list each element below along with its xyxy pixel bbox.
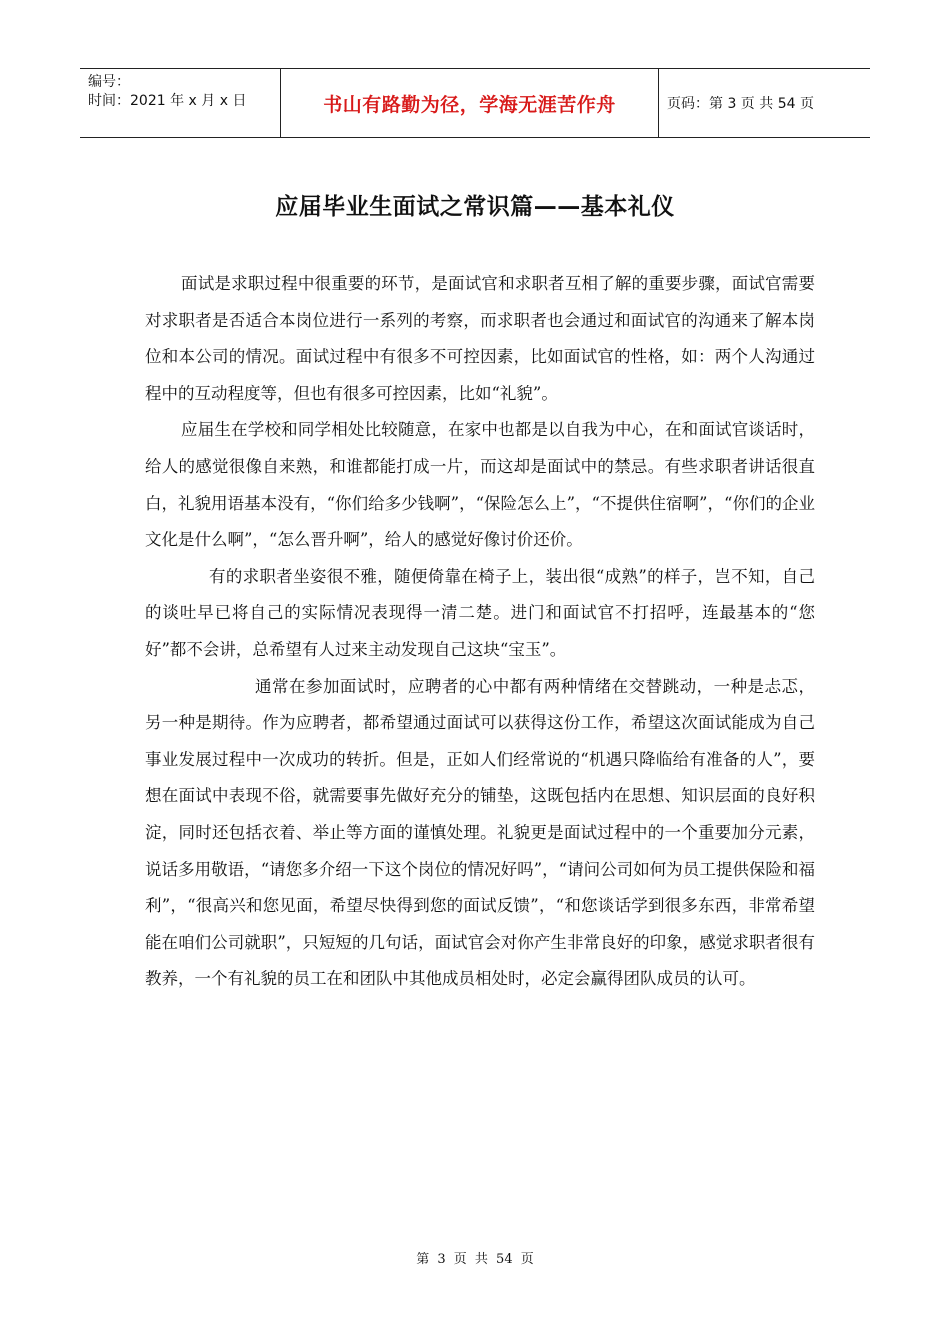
body-paragraph: 应届生在学校和同学相处比较随意，在家中也都是以自我为中心，在和面试官谈话时，给人的感觉很像自来熟，和谁都能打成一片，而这却是面试中的禁忌。有些求职者讲话很直白，礼貌用语基本没有，“你们给多少钱啊”，“保险怎么上”，“不提供住宿啊”，“你们的企业文化是什么啊”，“怎么晋升啊”，给人的感觉好像讨价还价。 bbox=[145, 420, 815, 550]
header-page-cell bbox=[659, 69, 870, 137]
page-footer: 第 3 页 共 54 页 bbox=[416, 1252, 534, 1267]
header-motto-cell bbox=[281, 69, 659, 137]
body-paragraph: 面试是求职过程中很重要的环节，是面试官和求职者互相了解的重要步骤，面试官需要对求职者是否适合本岗位进行一系列的考察，而求职者也会通过和面试官的沟通来了解本岗位和本公司的情况。面试过程中有很多不可控因素，比如面试官的性格，如：两个人沟通过程中的互动程度等，但也有很多可控因素，比如“礼貌”。 bbox=[145, 274, 815, 403]
header-page-info: 页码：第 3 页 共 54 页 bbox=[667, 96, 814, 112]
body-paragraph: 通常在参加面试时，应聘者的心中都有两种情绪在交替跳动，一种是忐忑，另一种是期待。作为应聘者，都希望通过面试可以获得这份工作，希望这次面试能成为自己事业发展过程中一次成功的转折。但是，正如人们经常说的“机遇只降临给有准备的人”，要想在面试中表现不俗，就需要事先做好充分的铺垫，这既包括内在思想、知识层面的良好积淀，同时还包括衣着、举止等方面的谨慎处理。礼貌更是面试过程中的一个重要加分元素，说话多用敬语，“请您多介绍一下这个岗位的情况好吗”，“请问公司如何为员工提供保险和福利”，“很高兴和您见面，希望尽快得到您的面试反馈”，“和您谈话学到很多东西，非常希望能在咱们公司就职”，只短短的几句话，面试官会对你产生非常良好的印象，感觉求职者很有教养，一个有礼貌的员工在和团队中其他成员相处时，必定会赢得团队成员的认可。 bbox=[145, 676, 815, 989]
page-header bbox=[80, 68, 870, 138]
header-motto: 书山有路勤为径，学海无涯苦作舟 bbox=[323, 93, 616, 116]
document-title: 应届毕业生面试之常识篇——基本礼仪 bbox=[275, 194, 675, 220]
document-number-label: 编号： bbox=[88, 74, 130, 90]
body-paragraph: 有的求职者坐姿很不雅，随便倚靠在椅子上，装出很“成熟”的样子，岂不知，自己的谈吐早已将自己的实际情况表现得一清二楚。进门和面试官不打招呼，连最基本的“您好”都不会讲，总希望有人过来主动发现自己这块“宝玉”。 bbox=[145, 566, 815, 659]
document-date-label: 时间：2021 年 x 月 x 日 bbox=[88, 93, 247, 109]
header-meta-cell bbox=[80, 69, 281, 137]
document-body bbox=[145, 266, 815, 998]
